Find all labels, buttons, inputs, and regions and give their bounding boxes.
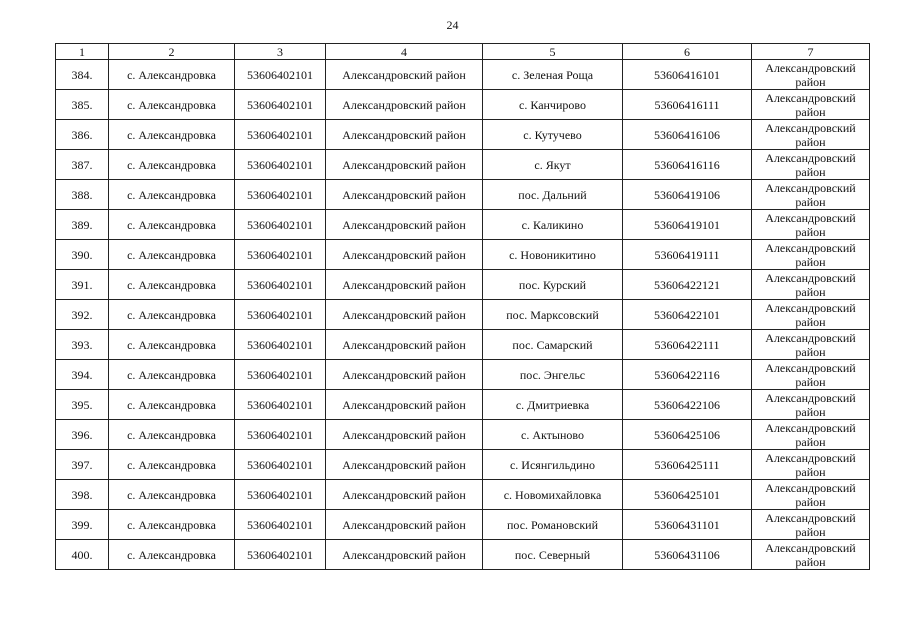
region-cell: Александровский район: [752, 240, 870, 270]
table-header: [56, 44, 870, 60]
settlement-code-cell: 53606402101: [235, 330, 326, 360]
region-cell: Александровский район: [752, 510, 870, 540]
locality-code-cell: 53606416111: [623, 90, 752, 120]
district-cell: Александровский район: [326, 180, 483, 210]
settlement-code-cell: 53606402101: [235, 270, 326, 300]
locality-code-cell: 53606419101: [623, 210, 752, 240]
locality-cell: с. Зеленая Роща: [483, 60, 623, 90]
column-header-6: 6: [623, 44, 752, 60]
column-header-1: 1: [56, 44, 109, 60]
region-cell: Александровский район: [752, 150, 870, 180]
settlement-cell: с. Александровка: [109, 120, 235, 150]
settlement-code-cell: 53606402101: [235, 60, 326, 90]
row-number-cell: 393.: [56, 330, 109, 360]
region-cell: Александровский район: [752, 480, 870, 510]
district-cell: Александровский район: [326, 330, 483, 360]
table-row: [56, 90, 870, 120]
settlement-cell: с. Александровка: [109, 330, 235, 360]
district-cell: Александровский район: [326, 480, 483, 510]
row-number-cell: 387.: [56, 150, 109, 180]
column-header-7: 7: [752, 44, 870, 60]
settlement-code-cell: 53606402101: [235, 540, 326, 570]
row-number-cell: 394.: [56, 360, 109, 390]
table-row: [56, 540, 870, 570]
region-cell: Александровский район: [752, 90, 870, 120]
settlement-cell: с. Александровка: [109, 510, 235, 540]
locality-cell: с. Канчирово: [483, 90, 623, 120]
settlement-cell: с. Александровка: [109, 60, 235, 90]
locality-cell: с. Каликино: [483, 210, 623, 240]
settlement-cell: с. Александровка: [109, 540, 235, 570]
table-row: [56, 60, 870, 90]
locality-cell: с. Актыново: [483, 420, 623, 450]
region-cell: Александровский район: [752, 270, 870, 300]
column-header-5: 5: [483, 44, 623, 60]
locality-cell: с. Новомихайловка: [483, 480, 623, 510]
settlement-code-cell: 53606402101: [235, 420, 326, 450]
row-number-cell: 396.: [56, 420, 109, 450]
settlement-cell: с. Александровка: [109, 300, 235, 330]
region-cell: Александровский район: [752, 390, 870, 420]
settlement-code-cell: 53606402101: [235, 300, 326, 330]
region-cell: Александровский район: [752, 60, 870, 90]
locality-cell: с. Исянгильдино: [483, 450, 623, 480]
district-cell: Александровский район: [326, 540, 483, 570]
table-row: [56, 390, 870, 420]
header-row: [56, 44, 870, 60]
settlement-cell: с. Александровка: [109, 90, 235, 120]
region-cell: Александровский район: [752, 300, 870, 330]
settlement-cell: с. Александровка: [109, 180, 235, 210]
settlement-code-cell: 53606402101: [235, 360, 326, 390]
settlement-cell: с. Александровка: [109, 450, 235, 480]
settlement-code-cell: 53606402101: [235, 150, 326, 180]
settlement-code-cell: 53606402101: [235, 450, 326, 480]
locality-code-cell: 53606422121: [623, 270, 752, 300]
locality-cell: пос. Романовский: [483, 510, 623, 540]
page-number: 24: [446, 18, 459, 32]
settlement-cell: с. Александровка: [109, 480, 235, 510]
table-row: [56, 120, 870, 150]
column-header-3: 3: [235, 44, 326, 60]
locality-cell: пос. Самарский: [483, 330, 623, 360]
region-cell: Александровский район: [752, 540, 870, 570]
locality-cell: с. Кутучево: [483, 120, 623, 150]
locality-cell: с. Новоникитино: [483, 240, 623, 270]
district-cell: Александровский район: [326, 210, 483, 240]
table-row: [56, 330, 870, 360]
region-cell: Александровский район: [752, 420, 870, 450]
row-number-cell: 399.: [56, 510, 109, 540]
column-header-4: 4: [326, 44, 483, 60]
settlement-cell: с. Александровка: [109, 360, 235, 390]
locality-code-cell: 53606416116: [623, 150, 752, 180]
district-cell: Александровский район: [326, 360, 483, 390]
locality-code-cell: 53606422116: [623, 360, 752, 390]
row-number-cell: 391.: [56, 270, 109, 300]
table-row: [56, 180, 870, 210]
table-body: [56, 60, 870, 570]
locality-cell: с. Якут: [483, 150, 623, 180]
row-number-cell: 400.: [56, 540, 109, 570]
locality-cell: пос. Курский: [483, 270, 623, 300]
settlement-code-cell: 53606402101: [235, 210, 326, 240]
locality-code-cell: 53606422111: [623, 330, 752, 360]
region-cell: Александровский район: [752, 360, 870, 390]
settlement-code-cell: 53606402101: [235, 390, 326, 420]
district-cell: Александровский район: [326, 390, 483, 420]
settlement-code-cell: 53606402101: [235, 120, 326, 150]
settlement-table: [55, 43, 870, 570]
settlement-code-cell: 53606402101: [235, 240, 326, 270]
district-cell: Александровский район: [326, 510, 483, 540]
district-cell: Александровский район: [326, 150, 483, 180]
settlement-code-cell: 53606402101: [235, 510, 326, 540]
district-cell: Александровский район: [326, 60, 483, 90]
settlement-cell: с. Александровка: [109, 150, 235, 180]
district-cell: Александровский район: [326, 300, 483, 330]
table-row: [56, 450, 870, 480]
locality-code-cell: 53606431101: [623, 510, 752, 540]
locality-code-cell: 53606425101: [623, 480, 752, 510]
locality-code-cell: 53606425111: [623, 450, 752, 480]
table-row: [56, 300, 870, 330]
settlement-cell: с. Александровка: [109, 210, 235, 240]
row-number-cell: 395.: [56, 390, 109, 420]
locality-code-cell: 53606416101: [623, 60, 752, 90]
row-number-cell: 384.: [56, 60, 109, 90]
table-row: [56, 150, 870, 180]
region-cell: Александровский район: [752, 450, 870, 480]
row-number-cell: 390.: [56, 240, 109, 270]
locality-cell: пос. Марксовский: [483, 300, 623, 330]
region-cell: Александровский район: [752, 180, 870, 210]
row-number-cell: 397.: [56, 450, 109, 480]
locality-code-cell: 53606431106: [623, 540, 752, 570]
table-row: [56, 360, 870, 390]
locality-code-cell: 53606416106: [623, 120, 752, 150]
table-row: [56, 510, 870, 540]
table-row: [56, 480, 870, 510]
locality-code-cell: 53606425106: [623, 420, 752, 450]
settlement-cell: с. Александровка: [109, 390, 235, 420]
locality-cell: пос. Дальний: [483, 180, 623, 210]
table-row: [56, 270, 870, 300]
settlement-cell: с. Александровка: [109, 270, 235, 300]
region-cell: Александровский район: [752, 330, 870, 360]
locality-code-cell: 53606419111: [623, 240, 752, 270]
region-cell: Александровский район: [752, 210, 870, 240]
district-cell: Александровский район: [326, 120, 483, 150]
locality-code-cell: 53606422106: [623, 390, 752, 420]
district-cell: Александровский район: [326, 420, 483, 450]
row-number-cell: 389.: [56, 210, 109, 240]
locality-code-cell: 53606422101: [623, 300, 752, 330]
settlement-cell: с. Александровка: [109, 240, 235, 270]
column-header-2: 2: [109, 44, 235, 60]
locality-cell: пос. Энгельс: [483, 360, 623, 390]
district-cell: Александровский район: [326, 240, 483, 270]
locality-code-cell: 53606419106: [623, 180, 752, 210]
district-cell: Александровский район: [326, 450, 483, 480]
settlement-cell: с. Александровка: [109, 420, 235, 450]
table-row: [56, 240, 870, 270]
table-row: [56, 210, 870, 240]
district-cell: Александровский район: [326, 270, 483, 300]
settlement-code-cell: 53606402101: [235, 180, 326, 210]
district-cell: Александровский район: [326, 90, 483, 120]
row-number-cell: 386.: [56, 120, 109, 150]
row-number-cell: 392.: [56, 300, 109, 330]
settlement-code-cell: 53606402101: [235, 480, 326, 510]
locality-cell: с. Дмитриевка: [483, 390, 623, 420]
row-number-cell: 398.: [56, 480, 109, 510]
row-number-cell: 388.: [56, 180, 109, 210]
table-row: [56, 420, 870, 450]
settlement-code-cell: 53606402101: [235, 90, 326, 120]
region-cell: Александровский район: [752, 120, 870, 150]
row-number-cell: 385.: [56, 90, 109, 120]
locality-cell: пос. Северный: [483, 540, 623, 570]
